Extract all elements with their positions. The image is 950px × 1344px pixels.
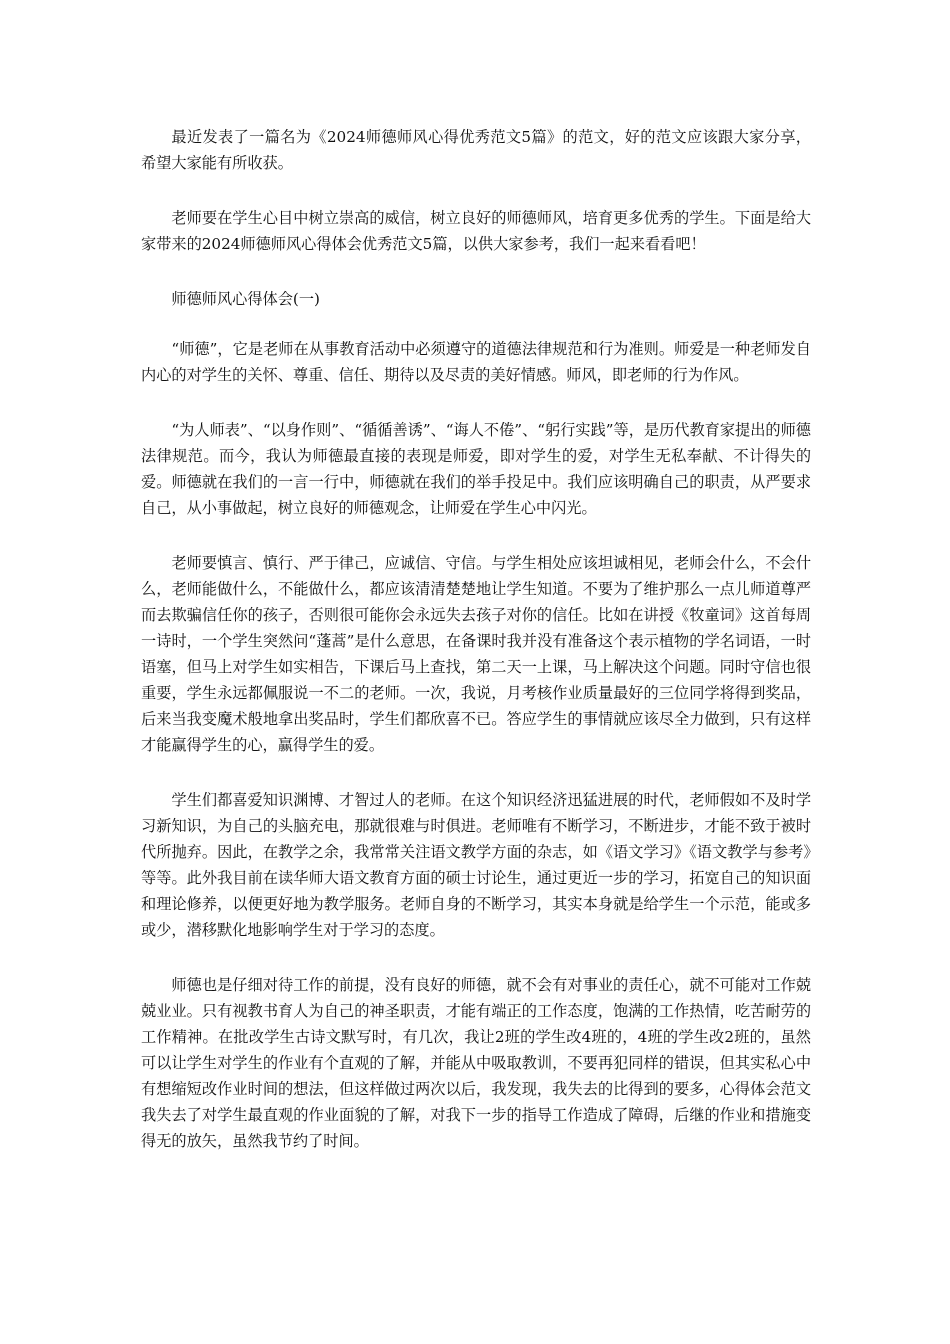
preface-paragraph: 老师要在学生心目中树立崇高的威信，树立良好的师德师风，培育更多优秀的学生。下面是给大家带来的2024师德师风心得体会优秀范文5篇，以供大家参考，我们一起来看看吧！: [141, 209, 811, 253]
intro-paragraph: 最近发表了一篇名为《2024师德师风心得优秀范文5篇》的范文，好的范文应该跟大家分享，希望大家能有所收获。: [141, 128, 811, 172]
document-body: [141, 124, 811, 1183]
body-paragraph: 老师要慎言、慎行、严于律己，应诚信、守信。与学生相处应该坦诚相见，老师会什么，不会什么，老师能做什么，不能做什么，都应该清清楚楚地让学生知道。不要为了维护那么一点儿师道尊严而去欺骗信任你的孩子，否则很可能你会永远失去孩子对你的信任。比如在讲授《牧童词》这首每周一诗时，一个学生突然问“蓬蒿”是什么意思，在备课时我并没有准备这个表示植物的学名词语，一时语塞，但马上对学生如实相告，下课后马上查找，第二天一上课，马上解决这个问题。同时守信也很重要，学生永远都佩服说一不二的老师。一次，我说，月考核作业质量最好的三位同学将得到奖品，后来当我变魔术般地拿出奖品时，学生们都欣喜不已。答应学生的事情就应该尽全力做到，只有这样才能赢得学生的心，赢得学生的爱。: [141, 554, 811, 754]
body-paragraph: 师德也是仔细对待工作的前提，没有良好的师德，就不会有对事业的责任心，就不可能对工作兢兢业业。只有视教书育人为自己的神圣职责，才能有端正的工作态度，饱满的工作热情，吃苦耐劳的工作精神。在批改学生古诗文默写时，有几次，我让2班的学生改4班的，4班的学生改2班的，虽然可以让学生对学生的作业有个直观的了解，并能从中吸取教训，不要再犯同样的错误，但其实私心中有想缩短改作业时间的想法，但这样做过两次以后，我发现，我失去的比得到的要多，心得体会范文我失去了对学生最直观的作业面貌的了解，对我下一步的指导工作造成了障碍，后继的作业和措施变得无的放矢，虽然我节约了时间。: [141, 976, 811, 1150]
body-paragraph: “师德”，它是老师在从事教育活动中必须遵守的道德法律规范和行为准则。师爱是一种老师发自内心的对学生的关怀、尊重、信任、期待以及尽责的美好情感。师风，即老师的行为作风。: [141, 340, 811, 384]
body-paragraph: “为人师表”、“以身作则”、“循循善诱”、“诲人不倦”、“躬行实践”等，是历代教育家提出的师德法律规范。而今，我认为师德最直接的表现是师爱，即对学生的爱，对学生无私奉献、不计得失的爱。师德就在我们的一言一行中，师德就在我们的举手投足中。我们应该明确自己的职责，从严要求自己，从小事做起，树立良好的师德观念，让师爱在学生心中闪光。: [141, 421, 811, 517]
section-heading: 师德师风心得体会(一): [171, 290, 320, 308]
body-paragraph: 学生们都喜爱知识渊博、才智过人的老师。在这个知识经济迅猛进展的时代，老师假如不及时学习新知识，为自己的头脑充电，那就很难与时俱进。老师唯有不断学习，不断进步，才能不致于被时代所抛弃。因此，在教学之余，我常常关注语文教学方面的杂志，如《语文学习》《语文教学与参考》等等。此外我目前在读华师大语文教育方面的硕士讨论生，通过更近一步的学习，拓宽自己的知识面和理论修养，以便更好地为教学服务。老师自身的不断学习，其实本身就是给学生一个示范，能或多或少，潜移默化地影响学生对于学习的态度。: [141, 791, 811, 939]
